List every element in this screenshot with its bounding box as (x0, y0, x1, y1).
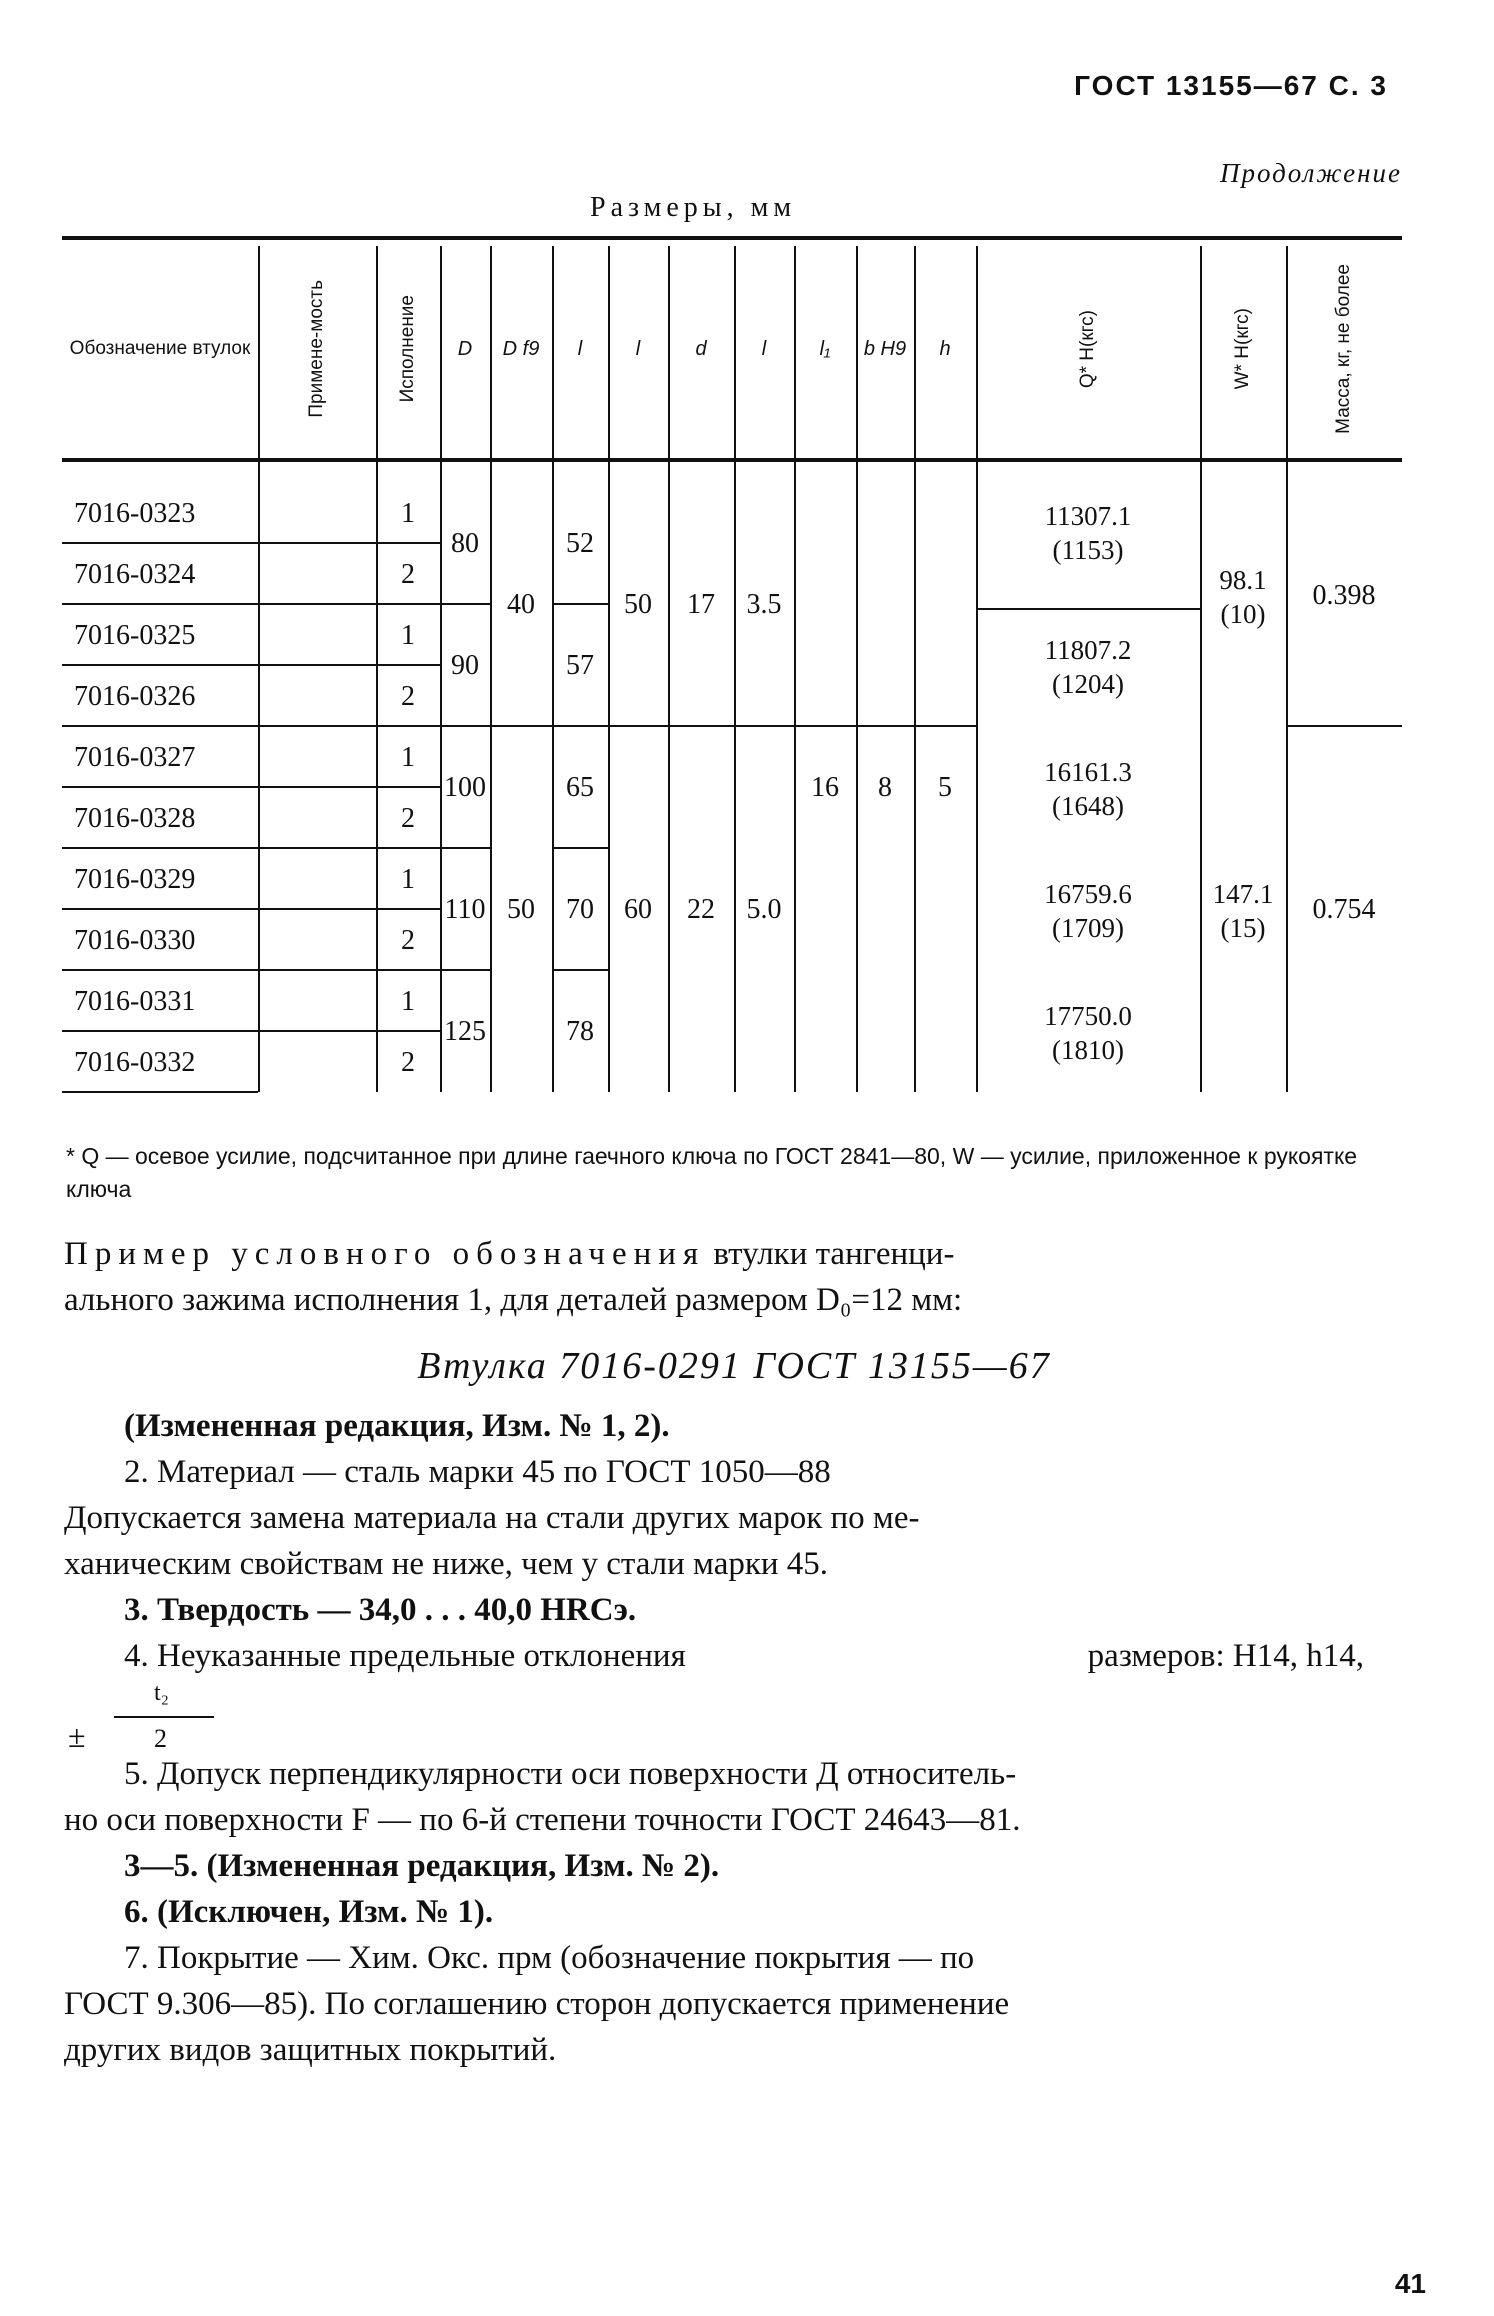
change-note-1: (Измененная редакция, Изм. № 1, 2). (124, 1408, 670, 1444)
table-row: 7016-0324 (74, 559, 196, 590)
header-applicability: Примене-мость (305, 280, 327, 418)
header-l1: l₁ (819, 338, 831, 360)
l1-upper-value: 52 (566, 528, 594, 559)
table-row: 7016-0330 (74, 925, 196, 956)
l1-upper-value: 78 (566, 1016, 594, 1047)
paragraph-2: 2. Материал — сталь марки 45 по ГОСТ 1050—88 (124, 1454, 831, 1490)
header-D0: D f9 (502, 338, 540, 360)
l-value: 50 (624, 589, 652, 620)
table-row: 7016-0332 (74, 1047, 196, 1078)
d-small-value: 22 (687, 894, 715, 925)
execution-cell: 2 (401, 559, 415, 590)
paragraph-5b: но оси поверхности F — по 6-й степени точности ГОСТ 24643—81. (64, 1802, 1021, 1838)
header-h: h (939, 338, 951, 360)
d0-value: 40 (507, 589, 535, 620)
paragraph-6: 6. (Исключен, Изм. № 1). (124, 1894, 494, 1930)
paragraph-3: 3. Твердость — 34,0 . . . 40,0 HRCэ. (124, 1592, 637, 1628)
d-value: 100 (444, 772, 486, 803)
paragraph-2c: ханическим свойствам не ниже, чем у стали марки 45. (64, 1546, 829, 1582)
paragraph-2b: Допускается замена материала на стали других марок по ме- (64, 1500, 920, 1536)
paragraph-7b: ГОСТ 9.306—85). По соглашению сторон допускается применение (64, 1986, 1010, 2022)
q-value: 16161.3 (1648) (1044, 757, 1132, 821)
l2-value: 3.5 (746, 589, 782, 620)
mass-value: 0.754 (1312, 894, 1376, 925)
l1-upper-value: 65 (566, 772, 594, 803)
execution-cell: 2 (401, 925, 415, 956)
header-d: d (695, 338, 707, 360)
l1-upper-value: 70 (566, 894, 594, 925)
header-l: l (635, 338, 641, 360)
table-row: 7016-0323 (74, 498, 196, 529)
paragraph-7c: других видов защитных покрытий. (64, 2032, 557, 2068)
header-b: b H9 (863, 338, 907, 360)
header-Q: Q* H(кгс) (1076, 309, 1098, 389)
execution-cell: 1 (401, 742, 415, 773)
example-line-2: ального зажима исполнения 1, для деталей размером D₀=12 мм: (64, 1282, 963, 1318)
execution-cell: 1 (401, 498, 415, 529)
d-value: 125 (444, 1016, 486, 1047)
h-value: 5 (938, 772, 952, 803)
execution-cell: 2 (401, 1047, 415, 1078)
d-value: 80 (451, 528, 479, 559)
table-row: 7016-0331 (74, 986, 196, 1017)
table-row: 7016-0325 (74, 620, 196, 651)
d-value: 110 (444, 894, 486, 925)
table-row: 7016-0328 (74, 803, 196, 834)
mass-value: 0.398 (1312, 580, 1376, 611)
q-value: 11807.2 (1204) (1044, 635, 1132, 699)
b-value: 8 (878, 772, 892, 803)
execution-cell: 2 (401, 803, 415, 834)
example-designation: Втулка 7016-0291 ГОСТ 13155—67 (417, 1345, 1051, 1387)
paragraph-5a: 5. Допуск перпендикулярности оси поверхности Д относитель- (124, 1756, 1017, 1792)
w-value: 147.1 (15) (1212, 879, 1274, 943)
l2-value: 5.0 (746, 894, 782, 925)
d0-value: 50 (507, 894, 535, 925)
q-value: 16759.6 (1709) (1044, 879, 1132, 943)
header-L1: l (577, 338, 583, 360)
table-footnote: * Q — осевое усилие, подсчитанное при длине гаечного ключа по ГОСТ 2841—80, W — усилие, приложенное к рукоятке ключа (66, 1143, 1358, 1203)
table-row: 7016-0327 (74, 742, 196, 773)
header-mass: Масса, кг, не более (1332, 264, 1354, 434)
header-execution: Исполнение (396, 295, 418, 403)
d-small-value: 17 (687, 589, 715, 620)
continued-label: Продолжение (1219, 158, 1402, 188)
l-value: 60 (624, 894, 652, 925)
example-line-1: Пример условного обозначения втулки тангенци- (64, 1236, 955, 1272)
execution-cell: 1 (401, 620, 415, 651)
paragraph-4: 4. Неуказанные предельные отклонения размеров: H14, h14, (124, 1638, 1364, 1674)
header-l2: l (761, 338, 767, 360)
table-caption: Размеры, мм (590, 192, 797, 223)
d-value: 90 (451, 650, 479, 681)
paragraph-7a: 7. Покрытие — Хим. Окс. прм (обозначение покрытия — по (124, 1940, 975, 1976)
header-D: D (457, 338, 473, 360)
q-value: 11307.1 (1153) (1044, 501, 1132, 565)
table-row: 7016-0329 (74, 864, 196, 895)
page-number: 41 (1394, 2268, 1426, 2299)
l1-upper-value: 57 (566, 650, 594, 681)
header-W: W* H(кгс) (1231, 308, 1253, 390)
q-value: 17750.0 (1810) (1044, 1001, 1132, 1065)
change-note-3-5: 3—5. (Измененная редакция, Изм. № 2). (124, 1848, 720, 1884)
execution-cell: 2 (401, 681, 415, 712)
table-row: 7016-0326 (74, 681, 196, 712)
standard-header: ГОСТ 13155—67 С. 3 (1074, 70, 1388, 101)
w-value: 98.1 (10) (1219, 565, 1267, 629)
header-designation: Обозначение втулок (69, 337, 251, 359)
execution-cell: 1 (401, 864, 415, 895)
l1-sub-value: 16 (811, 772, 839, 803)
execution-cell: 1 (401, 986, 415, 1017)
